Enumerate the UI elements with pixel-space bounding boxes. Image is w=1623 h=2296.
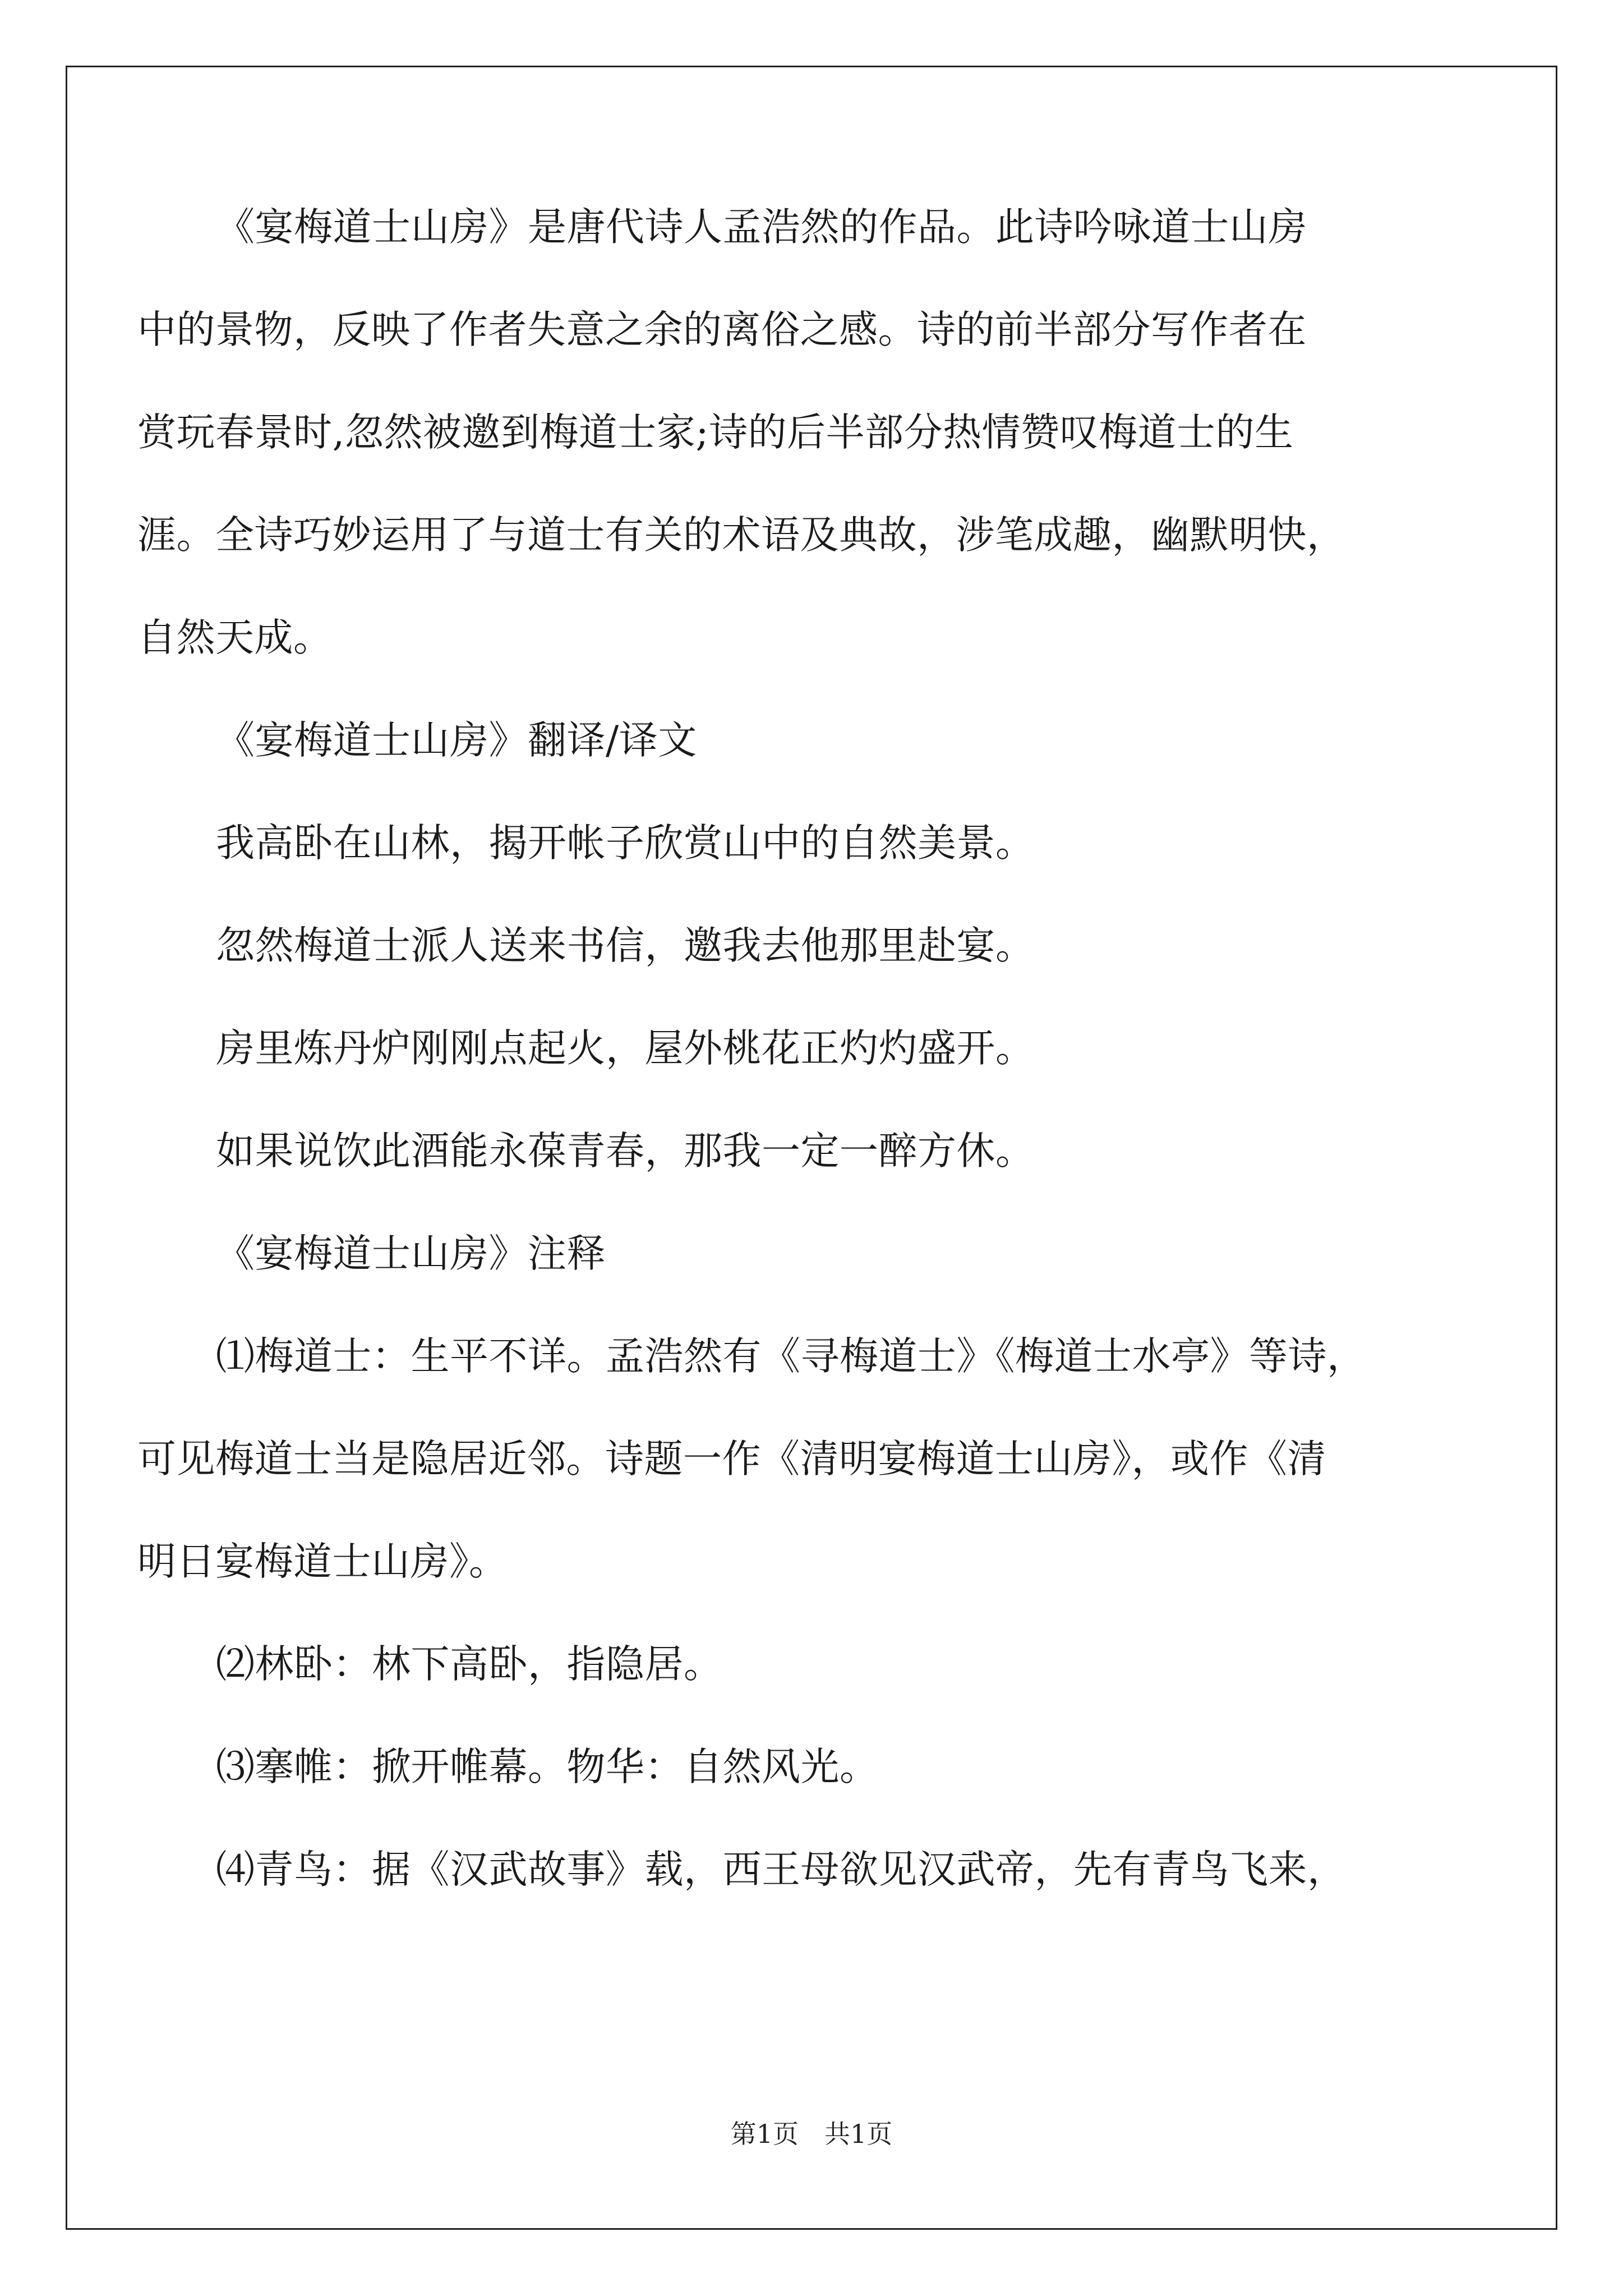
text-line: ⑴梅道士：生平不详。孟浩然有《寻梅道士》《梅道士水亭》等诗， — [216, 1334, 1366, 1379]
note-2: ⑵林卧：林下高卧，指隐居。 — [216, 1642, 723, 1687]
translation-line: 我高卧在山林，揭开帐子欣赏山中的自然美景。 — [216, 821, 1035, 866]
translation-line: 忽然梅道士派人送来书信，邀我去他那里赴宴。 — [216, 923, 1035, 968]
paragraph-intro — [137, 205, 1438, 660]
page-footer: 第1页 共1页 — [730, 2119, 893, 2149]
section-heading-translation: 《宴梅道士山房》翻译/译文 — [216, 718, 697, 763]
text-line: 《宴梅道士山房》是唐代诗人孟浩然的作品。此诗吟咏道士山房 — [216, 205, 1307, 250]
section-heading-notes: 《宴梅道士山房》注释 — [216, 1231, 606, 1276]
text-line: 涯。全诗巧妙运用了与道士有关的术语及典故，涉笔成趣，幽默明快， — [137, 513, 1346, 558]
document-body — [137, 205, 1438, 1953]
text-line: 中的景物，反映了作者失意之余的离俗之感。诗的前半部分写作者在 — [137, 307, 1307, 352]
translation-line: 如果说饮此酒能永葆青春，那我一定一醉方休。 — [216, 1129, 1035, 1174]
note-4: ⑷青鸟：据《汉武故事》载，西王母欲见汉武帝，先有青鸟飞来， — [216, 1847, 1347, 1892]
text-line: 自然天成。 — [137, 615, 333, 660]
text-line: 明日宴梅道士山房》。 — [137, 1539, 508, 1584]
note-1 — [137, 1334, 1438, 1584]
text-line: 可见梅道士当是隐居近邻。诗题一作《清明宴梅道士山房》，或作《清 — [137, 1437, 1326, 1481]
translation-line: 房里炼丹炉刚刚点起火，屋外桃花正灼灼盛开。 — [216, 1026, 1035, 1071]
text-line: 赏玩春景时,忽然被邀到梅道士家;诗的后半部分热情赞叹梅道士的生 — [137, 410, 1294, 455]
note-3: ⑶搴帷：掀开帷幕。物华：自然风光。 — [216, 1745, 879, 1789]
